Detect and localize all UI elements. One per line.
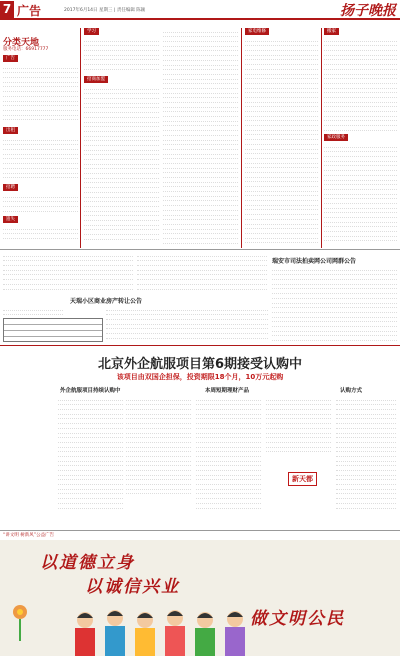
notice-left-text bbox=[3, 252, 133, 292]
column-1-text bbox=[3, 64, 78, 124]
column-divider bbox=[241, 28, 242, 248]
notice-mid-title: 天瑞小区商业房产转让公告 bbox=[70, 298, 143, 305]
public-service-tag: “讲文明 树新风”公益广告 bbox=[3, 533, 55, 538]
slogan-line: 做文明公民 bbox=[250, 609, 345, 629]
column-3-text bbox=[245, 37, 318, 245]
page-number: 7 bbox=[0, 1, 14, 18]
ad-text bbox=[266, 396, 331, 456]
column-1-text bbox=[3, 193, 78, 213]
ad-subheadline: 该项目由双国企担保，投资期限18个月，10万元起购 bbox=[116, 373, 284, 381]
category-tag: 招聘 bbox=[3, 184, 18, 191]
service-phone: 服务电话：66917777 bbox=[3, 47, 49, 52]
ad-headline: 北京外企航服项目第6期接受认购中 bbox=[97, 357, 303, 372]
category-tag: 家政服务 bbox=[324, 134, 348, 141]
category-tag: 搬家 bbox=[324, 28, 339, 35]
column-divider bbox=[80, 28, 81, 248]
children-illustration bbox=[70, 610, 250, 656]
ad-column-heading: 认购方式 bbox=[340, 388, 363, 394]
category-tag: 广告 bbox=[3, 55, 18, 62]
section-divider bbox=[0, 249, 400, 250]
page-header bbox=[0, 0, 400, 20]
notice-right-title: 瑞安市司法拍卖网公司网群公告 bbox=[272, 258, 357, 265]
notice-mid-body bbox=[106, 306, 268, 342]
category-tag: 招商加盟 bbox=[84, 76, 108, 83]
classified-title: 分类天地 bbox=[3, 38, 40, 48]
category-tag: 出租 bbox=[3, 127, 18, 134]
newspaper-logo: 扬子晚报 bbox=[340, 3, 396, 19]
category-tag: 家电维修 bbox=[245, 28, 269, 35]
notice-mid-body bbox=[3, 306, 63, 318]
section-title: 广告 bbox=[17, 4, 42, 18]
ad-logo: 新天都 bbox=[288, 472, 317, 486]
decorative-flower-icon bbox=[6, 602, 34, 642]
column-4-text bbox=[324, 143, 397, 245]
column-4-text bbox=[324, 37, 397, 132]
column-2-text bbox=[84, 37, 159, 73]
column-2-text bbox=[84, 85, 159, 245]
section-divider bbox=[0, 345, 400, 346]
ad-text bbox=[126, 396, 191, 496]
category-tag: 遗失 bbox=[3, 216, 18, 223]
column-1-text bbox=[3, 136, 78, 181]
ad-text bbox=[58, 396, 123, 511]
slogan-line: 以诚信兴业 bbox=[85, 577, 180, 597]
section-divider bbox=[0, 530, 400, 531]
date-line: 2017年6月14日 星期三 | 责任编辑 陈颖 bbox=[64, 8, 146, 13]
slogan-line: 以道德立身 bbox=[40, 553, 135, 573]
notice-table bbox=[3, 318, 103, 342]
ad-text bbox=[336, 396, 396, 511]
ad-column-heading: 本周短期理财产品 bbox=[205, 388, 250, 394]
ad-column-heading: 外企航服项目持续认购中 bbox=[60, 388, 121, 394]
category-tag: 学习 bbox=[84, 28, 99, 35]
ad-text bbox=[196, 396, 261, 511]
notice-right-text bbox=[272, 266, 397, 342]
column-1-text bbox=[3, 225, 78, 243]
column-2b-text bbox=[163, 28, 238, 245]
column-divider bbox=[321, 28, 322, 248]
notice-mid-text bbox=[137, 252, 267, 292]
